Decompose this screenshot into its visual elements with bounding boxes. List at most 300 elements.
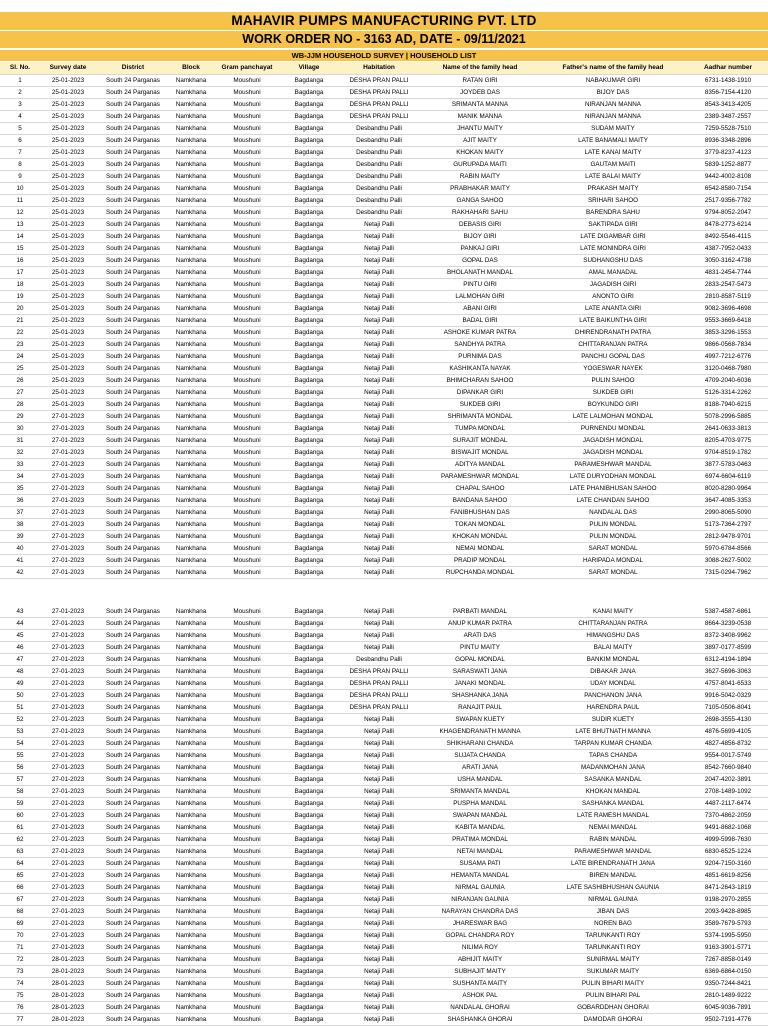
cell-sl-no: 1: [0, 75, 40, 87]
cell-habitation: Netaji Palli: [336, 231, 422, 243]
cell-gram-panchayat: Moushuni: [212, 411, 282, 423]
cell-block: Namkhana: [170, 111, 212, 123]
table-row: [0, 483, 768, 495]
cell-village: Bagdanga: [282, 255, 336, 267]
cell-father-name: PULIN MONDAL: [538, 519, 688, 531]
cell-habitation: Netaji Palli: [336, 714, 422, 726]
cell-family-head: ARATI DAS: [422, 630, 538, 642]
cell-family-head: JHANTU MAITY: [422, 123, 538, 135]
table-row: [0, 954, 768, 966]
cell-village: Bagdanga: [282, 690, 336, 702]
cell-habitation: Netaji Palli: [336, 255, 422, 267]
cell-district: South 24 Parganas: [96, 99, 170, 111]
table-row: [0, 702, 768, 714]
cell-aadhar: 6369-6864-0150: [688, 966, 768, 978]
cell-habitation: Netaji Palli: [336, 738, 422, 750]
cell-habitation: Netaji Palli: [336, 363, 422, 375]
cell-habitation: Netaji Palli: [336, 786, 422, 798]
cell-family-head: RANAJIT PAUL: [422, 702, 538, 714]
cell-district: South 24 Parganas: [96, 411, 170, 423]
cell-family-head: SHIKHARANI CHANDA: [422, 738, 538, 750]
cell-survey-date: 27-01-2023: [40, 690, 96, 702]
cell-district: South 24 Parganas: [96, 87, 170, 99]
cell-district: South 24 Parganas: [96, 435, 170, 447]
table-row: [0, 303, 768, 315]
cell-district: South 24 Parganas: [96, 183, 170, 195]
cell-gram-panchayat: Moushuni: [212, 630, 282, 642]
cell-village: Bagdanga: [282, 714, 336, 726]
cell-village: Bagdanga: [282, 411, 336, 423]
cell-habitation: Netaji Palli: [336, 279, 422, 291]
table-row: [0, 471, 768, 483]
cell-family-head: BISWAJIT MONDAL: [422, 447, 538, 459]
table-header-row: [0, 62, 768, 75]
cell-father-name: TARUNKANTI ROY: [538, 942, 688, 954]
cell-block: Namkhana: [170, 231, 212, 243]
cell-survey-date: 27-01-2023: [40, 483, 96, 495]
cell-family-head: SARASWATI JANA: [422, 666, 538, 678]
col-header: Village: [282, 62, 336, 75]
cell-habitation: Netaji Palli: [336, 327, 422, 339]
cell-father-name: NIRANJAN MANNA: [538, 99, 688, 111]
cell-block: Namkhana: [170, 966, 212, 978]
cell-father-name: PULIN BIHARI PAL: [538, 990, 688, 1002]
cell-survey-date: 25-01-2023: [40, 183, 96, 195]
cell-sl-no: 57: [0, 774, 40, 786]
cell-sl-no: 51: [0, 702, 40, 714]
cell-district: South 24 Parganas: [96, 303, 170, 315]
cell-district: South 24 Parganas: [96, 339, 170, 351]
cell-aadhar: 2389-3487-2557: [688, 111, 768, 123]
cell-aadhar: 5126-3314-2262: [688, 387, 768, 399]
table-row: [0, 810, 768, 822]
cell-survey-date: 25-01-2023: [40, 327, 96, 339]
cell-habitation: Netaji Palli: [336, 531, 422, 543]
cell-sl-no: 6: [0, 135, 40, 147]
cell-family-head: ASHOK PAL: [422, 990, 538, 1002]
cell-aadhar: 3120-0468-7980: [688, 363, 768, 375]
cell-aadhar: 4999-5998-7630: [688, 834, 768, 846]
cell-gram-panchayat: Moushuni: [212, 966, 282, 978]
cell-district: South 24 Parganas: [96, 399, 170, 411]
cell-father-name: TARUNKANTI ROY: [538, 930, 688, 942]
table-row: [0, 822, 768, 834]
cell-gram-panchayat: Moushuni: [212, 267, 282, 279]
cell-family-head: DIPANKAR GIRI: [422, 387, 538, 399]
cell-family-head: SHASHANKA JANA: [422, 690, 538, 702]
table-row: [0, 87, 768, 99]
cell-survey-date: 25-01-2023: [40, 351, 96, 363]
table-row: [0, 990, 768, 1002]
cell-village: Bagdanga: [282, 846, 336, 858]
cell-district: South 24 Parganas: [96, 762, 170, 774]
cell-family-head: SUSHANTA MAITY: [422, 978, 538, 990]
cell-block: Namkhana: [170, 990, 212, 1002]
cell-sl-no: 40: [0, 543, 40, 555]
cell-sl-no: 4: [0, 111, 40, 123]
cell-habitation: Netaji Palli: [336, 978, 422, 990]
cell-sl-no: 63: [0, 846, 40, 858]
cell-block: Namkhana: [170, 279, 212, 291]
cell-family-head: PARBATI MANDAL: [422, 606, 538, 618]
table-row: [0, 147, 768, 159]
cell-gram-panchayat: Moushuni: [212, 159, 282, 171]
table-row: [0, 858, 768, 870]
table-row: [0, 243, 768, 255]
cell-sl-no: 50: [0, 690, 40, 702]
cell-sl-no: 43: [0, 606, 40, 618]
cell-sl-no: 42: [0, 567, 40, 579]
cell-block: Namkhana: [170, 555, 212, 567]
cell-sl-no: 49: [0, 678, 40, 690]
cell-family-head: KHOKAN MAITY: [422, 147, 538, 159]
cell-village: Bagdanga: [282, 942, 336, 954]
cell-block: Namkhana: [170, 690, 212, 702]
cell-district: South 24 Parganas: [96, 870, 170, 882]
cell-family-head: SRIMANTA MANNA: [422, 99, 538, 111]
cell-survey-date: 25-01-2023: [40, 387, 96, 399]
cell-family-head: GOPAL CHANDRA ROY: [422, 930, 538, 942]
cell-sl-no: 62: [0, 834, 40, 846]
cell-village: Bagdanga: [282, 339, 336, 351]
table-row: [0, 618, 768, 630]
cell-aadhar: 4876-5699-4105: [688, 726, 768, 738]
cell-aadhar: 9198-2970-2855: [688, 894, 768, 906]
cell-sl-no: 46: [0, 642, 40, 654]
cell-father-name: LATE BAIKUNTHA GIRI: [538, 315, 688, 327]
cell-village: Bagdanga: [282, 387, 336, 399]
cell-village: Bagdanga: [282, 870, 336, 882]
cell-family-head: DEBASIS GIRI: [422, 219, 538, 231]
cell-survey-date: 25-01-2023: [40, 363, 96, 375]
cell-aadhar: 8471-2643-1819: [688, 882, 768, 894]
cell-block: Namkhana: [170, 507, 212, 519]
cell-aadhar: 2833-2547-5473: [688, 279, 768, 291]
cell-block: Namkhana: [170, 207, 212, 219]
cell-block: Namkhana: [170, 870, 212, 882]
cell-father-name: PULIN BIHARI MAITY: [538, 978, 688, 990]
cell-aadhar: 2093-9428-8985: [688, 906, 768, 918]
cell-village: Bagdanga: [282, 471, 336, 483]
cell-father-name: SAKTIPADA GIRI: [538, 219, 688, 231]
cell-block: Namkhana: [170, 630, 212, 642]
household-table-page-1: [0, 62, 768, 579]
cell-family-head: BANDANA SAHOO: [422, 495, 538, 507]
table-row: [0, 399, 768, 411]
cell-aadhar: 2708-1489-1092: [688, 786, 768, 798]
cell-father-name: LATE BIRENDRANATH JANA: [538, 858, 688, 870]
cell-survey-date: 25-01-2023: [40, 75, 96, 87]
cell-sl-no: 48: [0, 666, 40, 678]
cell-block: Namkhana: [170, 762, 212, 774]
cell-father-name: BIJOY DAS: [538, 87, 688, 99]
cell-habitation: Netaji Palli: [336, 243, 422, 255]
cell-gram-panchayat: Moushuni: [212, 978, 282, 990]
cell-village: Bagdanga: [282, 930, 336, 942]
cell-block: Namkhana: [170, 267, 212, 279]
cell-father-name: SARAT MONDAL: [538, 543, 688, 555]
cell-sl-no: 52: [0, 714, 40, 726]
cell-habitation: Netaji Palli: [336, 483, 422, 495]
cell-village: Bagdanga: [282, 123, 336, 135]
cell-family-head: BHIMCHARAN SAHOO: [422, 375, 538, 387]
table-row: [0, 654, 768, 666]
cell-family-head: PUSPHA MANDAL: [422, 798, 538, 810]
cell-gram-panchayat: Moushuni: [212, 435, 282, 447]
cell-gram-panchayat: Moushuni: [212, 399, 282, 411]
cell-habitation: Netaji Palli: [336, 435, 422, 447]
cell-habitation: Netaji Palli: [336, 810, 422, 822]
cell-block: Namkhana: [170, 858, 212, 870]
cell-aadhar: 5173-7364-2797: [688, 519, 768, 531]
cell-block: Namkhana: [170, 954, 212, 966]
cell-village: Bagdanga: [282, 531, 336, 543]
col-header: Survey date: [40, 62, 96, 75]
cell-aadhar: 4997-7212-6776: [688, 351, 768, 363]
cell-block: Namkhana: [170, 978, 212, 990]
cell-gram-panchayat: Moushuni: [212, 567, 282, 579]
table-row: [0, 906, 768, 918]
table-row: [0, 135, 768, 147]
cell-habitation: Desbandhu Palli: [336, 183, 422, 195]
cell-district: South 24 Parganas: [96, 822, 170, 834]
table-row: [0, 459, 768, 471]
cell-aadhar: 6830-6525-1224: [688, 846, 768, 858]
cell-father-name: PULIN SAHOO: [538, 375, 688, 387]
cell-gram-panchayat: Moushuni: [212, 183, 282, 195]
cell-sl-no: 59: [0, 798, 40, 810]
cell-gram-panchayat: Moushuni: [212, 666, 282, 678]
cell-sl-no: 73: [0, 966, 40, 978]
cell-family-head: PRABHAKAR MAITY: [422, 183, 538, 195]
cell-village: Bagdanga: [282, 954, 336, 966]
cell-father-name: HIMANGSHU DAS: [538, 630, 688, 642]
cell-gram-panchayat: Moushuni: [212, 507, 282, 519]
cell-gram-panchayat: Moushuni: [212, 339, 282, 351]
cell-aadhar: 7370-4862-2059: [688, 810, 768, 822]
cell-gram-panchayat: Moushuni: [212, 954, 282, 966]
cell-father-name: SUDHANGSHU DAS: [538, 255, 688, 267]
cell-block: Namkhana: [170, 339, 212, 351]
cell-gram-panchayat: Moushuni: [212, 75, 282, 87]
cell-survey-date: 28-01-2023: [40, 954, 96, 966]
cell-survey-date: 27-01-2023: [40, 750, 96, 762]
cell-block: Namkhana: [170, 678, 212, 690]
cell-father-name: SRIHARI SAHOO: [538, 195, 688, 207]
cell-gram-panchayat: Moushuni: [212, 738, 282, 750]
cell-survey-date: 27-01-2023: [40, 918, 96, 930]
cell-family-head: PURNIMA DAS: [422, 351, 538, 363]
cell-village: Bagdanga: [282, 435, 336, 447]
cell-village: Bagdanga: [282, 399, 336, 411]
col-header: Father's name of the family head: [538, 62, 688, 75]
cell-village: Bagdanga: [282, 762, 336, 774]
cell-father-name: LATE ANANTA GIRI: [538, 303, 688, 315]
cell-district: South 24 Parganas: [96, 231, 170, 243]
cell-aadhar: 6731-1438-1910: [688, 75, 768, 87]
cell-father-name: GOBARDDHAN GHORAI: [538, 1002, 688, 1014]
cell-block: Namkhana: [170, 846, 212, 858]
cell-gram-panchayat: Moushuni: [212, 375, 282, 387]
cell-family-head: KHAGENDRANATH MANNA: [422, 726, 538, 738]
table-row: [0, 1002, 768, 1014]
cell-block: Namkhana: [170, 459, 212, 471]
cell-block: Namkhana: [170, 882, 212, 894]
cell-block: Namkhana: [170, 303, 212, 315]
cell-habitation: Netaji Palli: [336, 555, 422, 567]
cell-survey-date: 25-01-2023: [40, 159, 96, 171]
cell-district: South 24 Parganas: [96, 543, 170, 555]
cell-habitation: Netaji Palli: [336, 423, 422, 435]
table-row: [0, 786, 768, 798]
cell-gram-panchayat: Moushuni: [212, 363, 282, 375]
cell-aadhar: 6312-4194-1894: [688, 654, 768, 666]
table-row: [0, 255, 768, 267]
cell-village: Bagdanga: [282, 159, 336, 171]
cell-aadhar: 6045-9036-7891: [688, 1002, 768, 1014]
cell-block: Namkhana: [170, 291, 212, 303]
cell-survey-date: 25-01-2023: [40, 243, 96, 255]
cell-family-head: NETAI MANDAL: [422, 846, 538, 858]
cell-block: Namkhana: [170, 171, 212, 183]
cell-village: Bagdanga: [282, 195, 336, 207]
cell-block: Namkhana: [170, 750, 212, 762]
cell-survey-date: 28-01-2023: [40, 978, 96, 990]
table-row: [0, 195, 768, 207]
table-row: [0, 291, 768, 303]
cell-habitation: Netaji Palli: [336, 219, 422, 231]
cell-district: South 24 Parganas: [96, 618, 170, 630]
cell-family-head: ANUP KUMAR PATRA: [422, 618, 538, 630]
cell-aadhar: 5374-1995-5950: [688, 930, 768, 942]
table-row: [0, 447, 768, 459]
cell-village: Bagdanga: [282, 678, 336, 690]
cell-father-name: MADANMOHAN JANA: [538, 762, 688, 774]
cell-habitation: DESHA PRAN PALLI: [336, 702, 422, 714]
cell-block: Namkhana: [170, 495, 212, 507]
cell-father-name: TAPAS CHANDA: [538, 750, 688, 762]
cell-gram-panchayat: Moushuni: [212, 702, 282, 714]
cell-sl-no: 37: [0, 507, 40, 519]
cell-sl-no: 34: [0, 471, 40, 483]
cell-family-head: ARATI JANA: [422, 762, 538, 774]
cell-gram-panchayat: Moushuni: [212, 231, 282, 243]
cell-habitation: Netaji Palli: [336, 894, 422, 906]
cell-village: Bagdanga: [282, 315, 336, 327]
cell-village: Bagdanga: [282, 327, 336, 339]
col-header: Habitation: [336, 62, 422, 75]
cell-gram-panchayat: Moushuni: [212, 123, 282, 135]
cell-aadhar: 9553-3669-6418: [688, 315, 768, 327]
table-row: [0, 555, 768, 567]
cell-district: South 24 Parganas: [96, 207, 170, 219]
cell-survey-date: 27-01-2023: [40, 495, 96, 507]
cell-sl-no: 7: [0, 147, 40, 159]
cell-aadhar: 7315-0294-7962: [688, 567, 768, 579]
table-row: [0, 507, 768, 519]
cell-family-head: PARAMESHWAR MONDAL: [422, 471, 538, 483]
table-row: [0, 798, 768, 810]
cell-aadhar: 5387-4587-6861: [688, 606, 768, 618]
cell-family-head: MANIK MANNA: [422, 111, 538, 123]
table-row: [0, 870, 768, 882]
cell-survey-date: 27-01-2023: [40, 411, 96, 423]
cell-family-head: LALMOHAN GIRI: [422, 291, 538, 303]
cell-district: South 24 Parganas: [96, 519, 170, 531]
cell-district: South 24 Parganas: [96, 750, 170, 762]
cell-village: Bagdanga: [282, 519, 336, 531]
cell-gram-panchayat: Moushuni: [212, 918, 282, 930]
table-row: [0, 327, 768, 339]
cell-sl-no: 36: [0, 495, 40, 507]
cell-district: South 24 Parganas: [96, 666, 170, 678]
cell-family-head: BHOLANATH MANDAL: [422, 267, 538, 279]
cell-district: South 24 Parganas: [96, 375, 170, 387]
cell-habitation: Netaji Palli: [336, 726, 422, 738]
cell-father-name: SUDAM MAITY: [538, 123, 688, 135]
col-header: Gram panchayat: [212, 62, 282, 75]
cell-father-name: DIBAKAR JANA: [538, 666, 688, 678]
cell-survey-date: 27-01-2023: [40, 567, 96, 579]
cell-survey-date: 27-01-2023: [40, 810, 96, 822]
cell-village: Bagdanga: [282, 606, 336, 618]
cell-district: South 24 Parganas: [96, 423, 170, 435]
cell-sl-no: 41: [0, 555, 40, 567]
cell-block: Namkhana: [170, 435, 212, 447]
cell-village: Bagdanga: [282, 966, 336, 978]
cell-village: Bagdanga: [282, 1002, 336, 1014]
cell-habitation: Netaji Palli: [336, 750, 422, 762]
cell-aadhar: 6974-6604-6119: [688, 471, 768, 483]
cell-survey-date: 27-01-2023: [40, 543, 96, 555]
cell-aadhar: 3088-2627-5002: [688, 555, 768, 567]
cell-sl-no: 22: [0, 327, 40, 339]
cell-sl-no: 27: [0, 387, 40, 399]
cell-family-head: BADAL GIRI: [422, 315, 538, 327]
cell-district: South 24 Parganas: [96, 291, 170, 303]
cell-survey-date: 27-01-2023: [40, 798, 96, 810]
cell-district: South 24 Parganas: [96, 555, 170, 567]
cell-family-head: NIRMAL GAUNIA: [422, 882, 538, 894]
cell-village: Bagdanga: [282, 447, 336, 459]
cell-gram-panchayat: Moushuni: [212, 171, 282, 183]
cell-district: South 24 Parganas: [96, 315, 170, 327]
cell-father-name: LATE CHANDAN SAHOO: [538, 495, 688, 507]
cell-block: Namkhana: [170, 606, 212, 618]
table-row: [0, 738, 768, 750]
cell-village: Bagdanga: [282, 483, 336, 495]
cell-survey-date: 25-01-2023: [40, 291, 96, 303]
cell-habitation: Netaji Palli: [336, 822, 422, 834]
table-row: [0, 99, 768, 111]
cell-district: South 24 Parganas: [96, 834, 170, 846]
cell-district: South 24 Parganas: [96, 630, 170, 642]
cell-survey-date: 27-01-2023: [40, 870, 96, 882]
cell-survey-date: 27-01-2023: [40, 882, 96, 894]
table-row: [0, 219, 768, 231]
cell-habitation: Netaji Palli: [336, 942, 422, 954]
cell-block: Namkhana: [170, 375, 212, 387]
cell-district: South 24 Parganas: [96, 279, 170, 291]
cell-family-head: JHARESWAR BAG: [422, 918, 538, 930]
cell-sl-no: 44: [0, 618, 40, 630]
cell-family-head: SWAPAN MANDAL: [422, 810, 538, 822]
cell-district: South 24 Parganas: [96, 351, 170, 363]
cell-village: Bagdanga: [282, 507, 336, 519]
table-row: [0, 363, 768, 375]
cell-survey-date: 27-01-2023: [40, 930, 96, 942]
cell-village: Bagdanga: [282, 543, 336, 555]
